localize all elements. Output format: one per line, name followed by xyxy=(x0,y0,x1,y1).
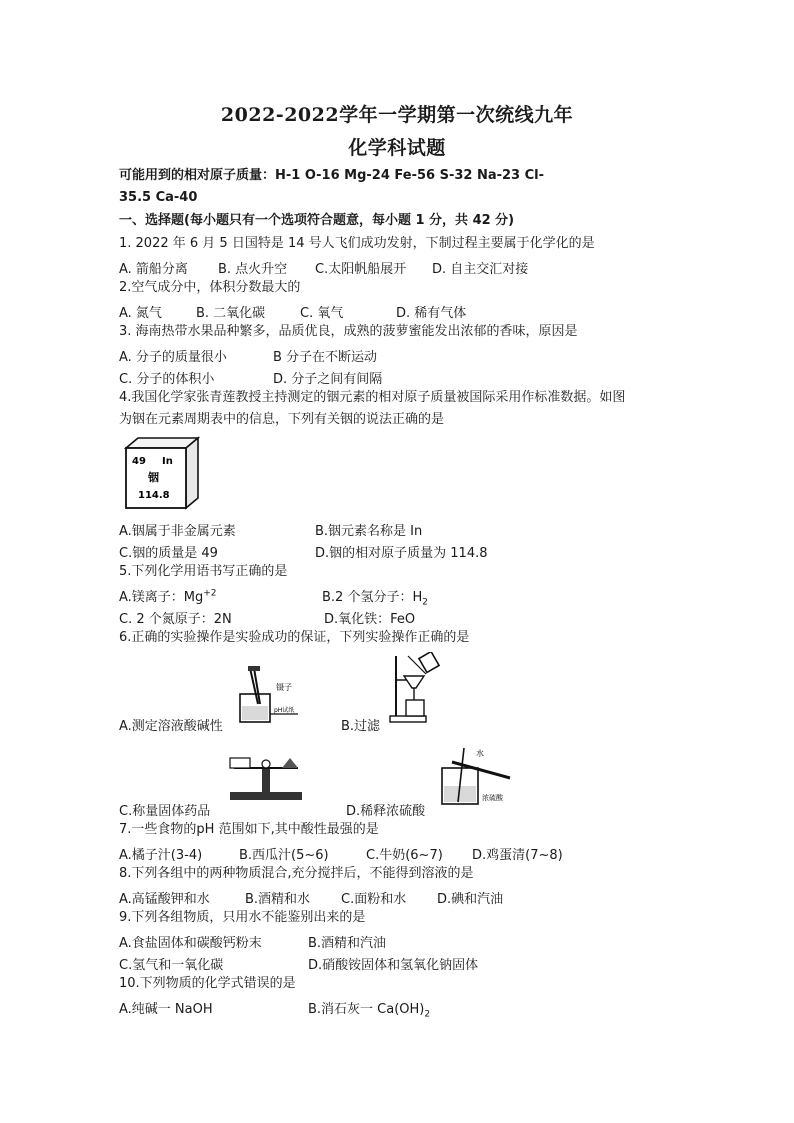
question-4-option-a: A.铟属于非金属元素 xyxy=(119,524,236,539)
question-9-option-a: A.食盐固体和碳酸钙粉末 xyxy=(119,936,262,951)
question-5-option-a: A.镁离子：$Mg^{+2}$ xyxy=(119,588,217,605)
question-7-option-a: A.橘子汁(3-4) xyxy=(119,848,203,863)
question-6-option-d: D.稀释浓硫酸 xyxy=(346,804,426,819)
question-6-stem: 6.正确的实验操作是实验成功的保证，下列实验操作正确的是 xyxy=(119,630,470,645)
element-mass: 114.8 xyxy=(138,490,170,501)
question-4-option-b: B.铟元素名称是 In xyxy=(315,524,423,539)
question-3-option-b: B 分子在不断运动 xyxy=(273,350,378,365)
atomic-masses-line2: 35.5 Ca-40 xyxy=(119,190,198,205)
section-heading: 一、选择题(每小题只有一个选项符合题意，每小题 1 分，共 42 分) xyxy=(119,213,515,228)
question-5-stem: 5.下列化学用语书写正确的是 xyxy=(119,564,288,579)
question-2-stem: 2.空气成分中，体积分数最大的 xyxy=(119,280,301,295)
ph-paper-label: pH试纸 xyxy=(274,707,295,714)
question-3-option-a: A. 分子的质量很小 xyxy=(119,350,227,365)
question-8-option-b: B.酒精和水 xyxy=(245,892,311,907)
question-7-option-d: D.鸡蛋清(7~8) xyxy=(472,848,563,863)
element-number: 49 xyxy=(132,456,146,467)
question-8-option-c: C.面粉和水 xyxy=(341,892,407,907)
question-2-option-b: B. 二氧化碳 xyxy=(196,306,266,321)
question-4-stem-line2: 为铟在元素周期表中的信息，下列有关铟的说法正确的是 xyxy=(119,412,445,427)
question-6-option-b: B.过滤 xyxy=(341,719,381,734)
question-5-option-b: B.2 个氢分子：$H_2$ xyxy=(322,590,428,608)
question-8-option-a: A.高锰酸钾和水 xyxy=(119,892,210,907)
question-4-stem-line1: 4.我国化学家张青莲教授主持测定的铟元素的相对原子质量被国际采用作标准数据。如图 xyxy=(119,390,626,405)
question-4-option-c: C.铟的质量是 49 xyxy=(119,546,218,561)
dilution-figure xyxy=(430,742,516,808)
question-10-option-a: A.纯碱一 NaOH xyxy=(119,1002,213,1017)
balance-figure xyxy=(226,752,306,804)
question-2-option-a: A. 氮气 xyxy=(119,306,162,321)
acid-label: 浓硫酸 xyxy=(482,794,503,802)
question-5-option-c: C. 2 个氮原子：2N xyxy=(119,612,232,627)
question-3-option-d: D. 分子之间有间隔 xyxy=(273,372,383,387)
indium-element-card xyxy=(120,436,202,512)
atomic-masses-line1: 可能用到的相对原子质量：H-1 O-16 Mg-24 Fe-56 S-32 Na-23 Cl- xyxy=(119,168,545,183)
question-9-option-d: D.硝酸铵固体和氢氧化钠固体 xyxy=(308,958,479,973)
question-10-option-b: B.消石灰一 $Ca(OH)_2$ xyxy=(308,1002,431,1020)
question-7-stem: 7.一些食物的pH 范围如下,其中酸性最强的是 xyxy=(119,822,379,837)
question-2-option-d: D. 稀有气体 xyxy=(396,306,467,321)
question-3-stem: 3. 海南热带水果品种繁多，品质优良，成熟的菠萝蜜能发出浓郁的香味，原因是 xyxy=(119,324,578,339)
tweezers-label: 镊子 xyxy=(276,683,292,692)
question-6-option-c: C.称量固体药品 xyxy=(119,804,211,819)
filtration-figure xyxy=(388,652,448,726)
water-label: 水 xyxy=(476,749,484,758)
question-1-option-a: A. 箭船分离 xyxy=(119,262,188,277)
element-symbol: In xyxy=(162,456,173,467)
question-9-option-c: C.氢气和一氧化碳 xyxy=(119,958,224,973)
exam-title: 2022-2022学年一学期第一次统线九年 xyxy=(220,104,574,126)
question-3-option-c: C. 分子的体积小 xyxy=(119,372,215,387)
question-4-option-d: D.铟的相对原子质量为 114.8 xyxy=(315,546,488,561)
question-1-stem: 1. 2022 年 6 月 5 日国特是 14 号人飞们成功发射，下制过程主要属于化学化的是 xyxy=(119,236,595,251)
question-2-option-c: C. 氧气 xyxy=(300,306,344,321)
question-9-stem: 9.下列各组物质，只用水不能鉴别出来的是 xyxy=(119,910,366,925)
question-8-stem: 8.下列各组中的两种物质混合,充分搅拌后，不能得到溶液的是 xyxy=(119,866,474,881)
ph-test-figure xyxy=(236,664,302,726)
question-6-option-a: A.测定溶液酸碱性 xyxy=(119,719,223,734)
element-name: 铟 xyxy=(148,471,159,484)
question-1-option-c: C.太阳帆船展开 xyxy=(315,262,407,277)
question-9-option-b: B.酒精和汽油 xyxy=(308,936,387,951)
exam-subtitle: 化学科试题 xyxy=(348,137,446,159)
question-1-option-d: D. 自主交汇对接 xyxy=(432,262,529,277)
question-8-option-d: D.碘和汽油 xyxy=(437,892,504,907)
question-7-option-c: C.牛奶(6~7) xyxy=(366,848,443,863)
question-5-option-d: D.氧化铁：FeO xyxy=(324,612,416,627)
question-10-stem: 10.下列物质的化学式错误的是 xyxy=(119,976,296,991)
question-1-option-b: B. 点火升空 xyxy=(218,262,288,277)
question-7-option-b: B.西瓜汁(5~6) xyxy=(239,848,329,863)
